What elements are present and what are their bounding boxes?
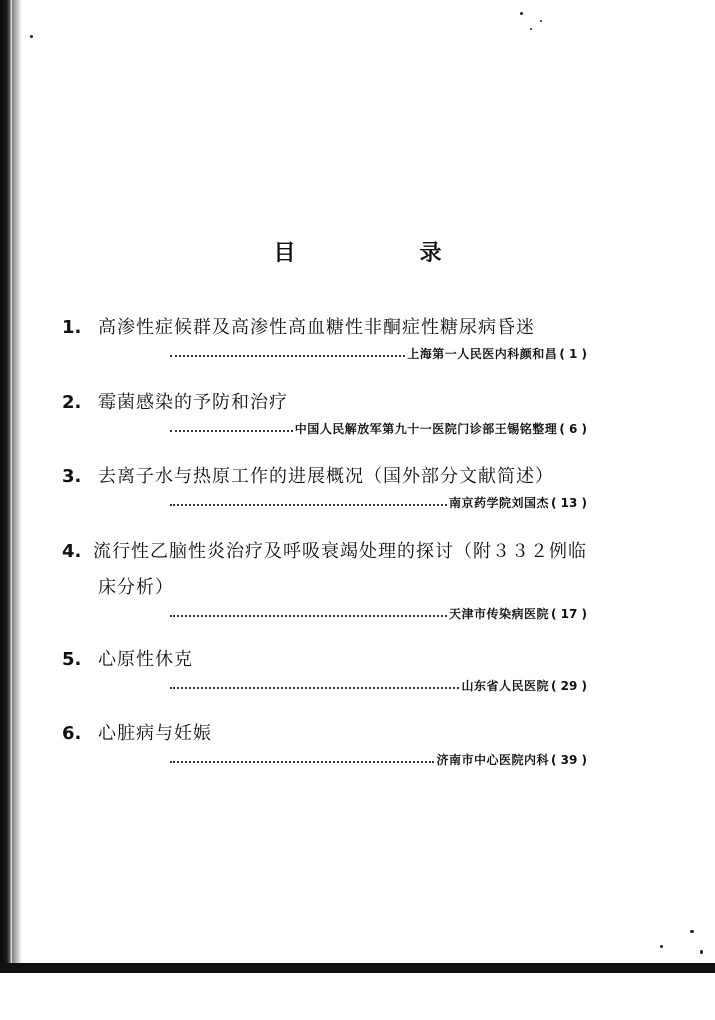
scan-speck: [30, 35, 33, 38]
page-title: 目录: [273, 240, 566, 266]
toc-entry-6: [62, 719, 587, 769]
entry-source-line: [170, 751, 587, 769]
entry-title: 流行性乙脑性炎治疗及呼吸衰竭处理的探讨（附３３２例临: [93, 541, 587, 562]
entry-page: ( 29 ): [550, 679, 587, 693]
toc-entry-1: [62, 313, 587, 363]
entry-number: 5.: [62, 649, 82, 670]
scan-speck: [660, 945, 663, 948]
entry-page: ( 6 ): [559, 422, 587, 436]
page-bottom-edge: [0, 963, 715, 973]
dot-leader: [170, 761, 434, 763]
entry-number: 1.: [62, 317, 82, 338]
dot-leader: [170, 355, 405, 357]
entry-number: 6.: [62, 723, 82, 744]
entry-title-line: [62, 313, 587, 343]
page-margin-bottom: [0, 973, 715, 1020]
entry-source: 上海第一人民医内科颜和昌: [407, 347, 558, 361]
entry-title: 高渗性症候群及高渗性高血糖性非酮症性糖尿病昏迷: [98, 317, 535, 338]
entry-number: 3.: [62, 466, 82, 487]
entry-page: ( 13 ): [550, 496, 587, 510]
entry-source: 济南市中心医院内科: [436, 753, 549, 767]
entry-number: 2.: [62, 392, 82, 413]
page-spine-gradient: [12, 0, 22, 975]
entry-page: ( 1 ): [559, 347, 587, 361]
entry-number: 4.: [62, 541, 82, 562]
entry-title: 去离子水与热原工作的进展概况（国外部分文献简述）: [98, 466, 554, 487]
entry-source: 中国人民解放军第九十一医院门诊部王锡铭整理: [294, 422, 558, 436]
page-spine-shadow: [0, 0, 12, 975]
dot-leader: [170, 430, 293, 432]
entry-page: ( 17 ): [550, 607, 587, 621]
entry-title: 心脏病与妊娠: [98, 723, 212, 744]
entry-title-line: [62, 537, 587, 567]
entry-title-continuation: 床分析）: [98, 577, 174, 598]
entry-source-line: [170, 677, 587, 695]
scan-speck: [540, 20, 542, 22]
entry-title: 心原性休克: [98, 649, 193, 670]
toc-entry-2: [62, 388, 587, 438]
toc-entry-3: [62, 462, 587, 512]
entry-page: ( 39 ): [550, 753, 587, 767]
entry-source: 南京药学院刘国杰: [448, 496, 549, 510]
entry-title-line: [62, 462, 587, 492]
scan-speck: [530, 28, 532, 30]
entry-title: 霉菌感染的予防和治疗: [98, 392, 288, 413]
entry-title-line: [62, 645, 587, 675]
scan-speck: [520, 12, 523, 15]
entry-source-line: [170, 605, 587, 623]
entry-source: 天津市传染病医院: [448, 607, 549, 621]
toc-entry-4: [62, 537, 587, 623]
entry-title-line: [62, 388, 587, 418]
entry-title-line: [62, 719, 587, 749]
dot-leader: [170, 615, 447, 617]
entry-source-line: [170, 420, 587, 438]
toc-entry-5: [62, 645, 587, 695]
scan-speck: [700, 950, 703, 954]
scan-speck: [690, 930, 694, 933]
entry-source-line: [170, 345, 587, 363]
entry-source-line: [170, 494, 587, 512]
dot-leader: [170, 504, 447, 506]
entry-source: 山东省人民医院: [461, 679, 549, 693]
dot-leader: [170, 687, 459, 689]
